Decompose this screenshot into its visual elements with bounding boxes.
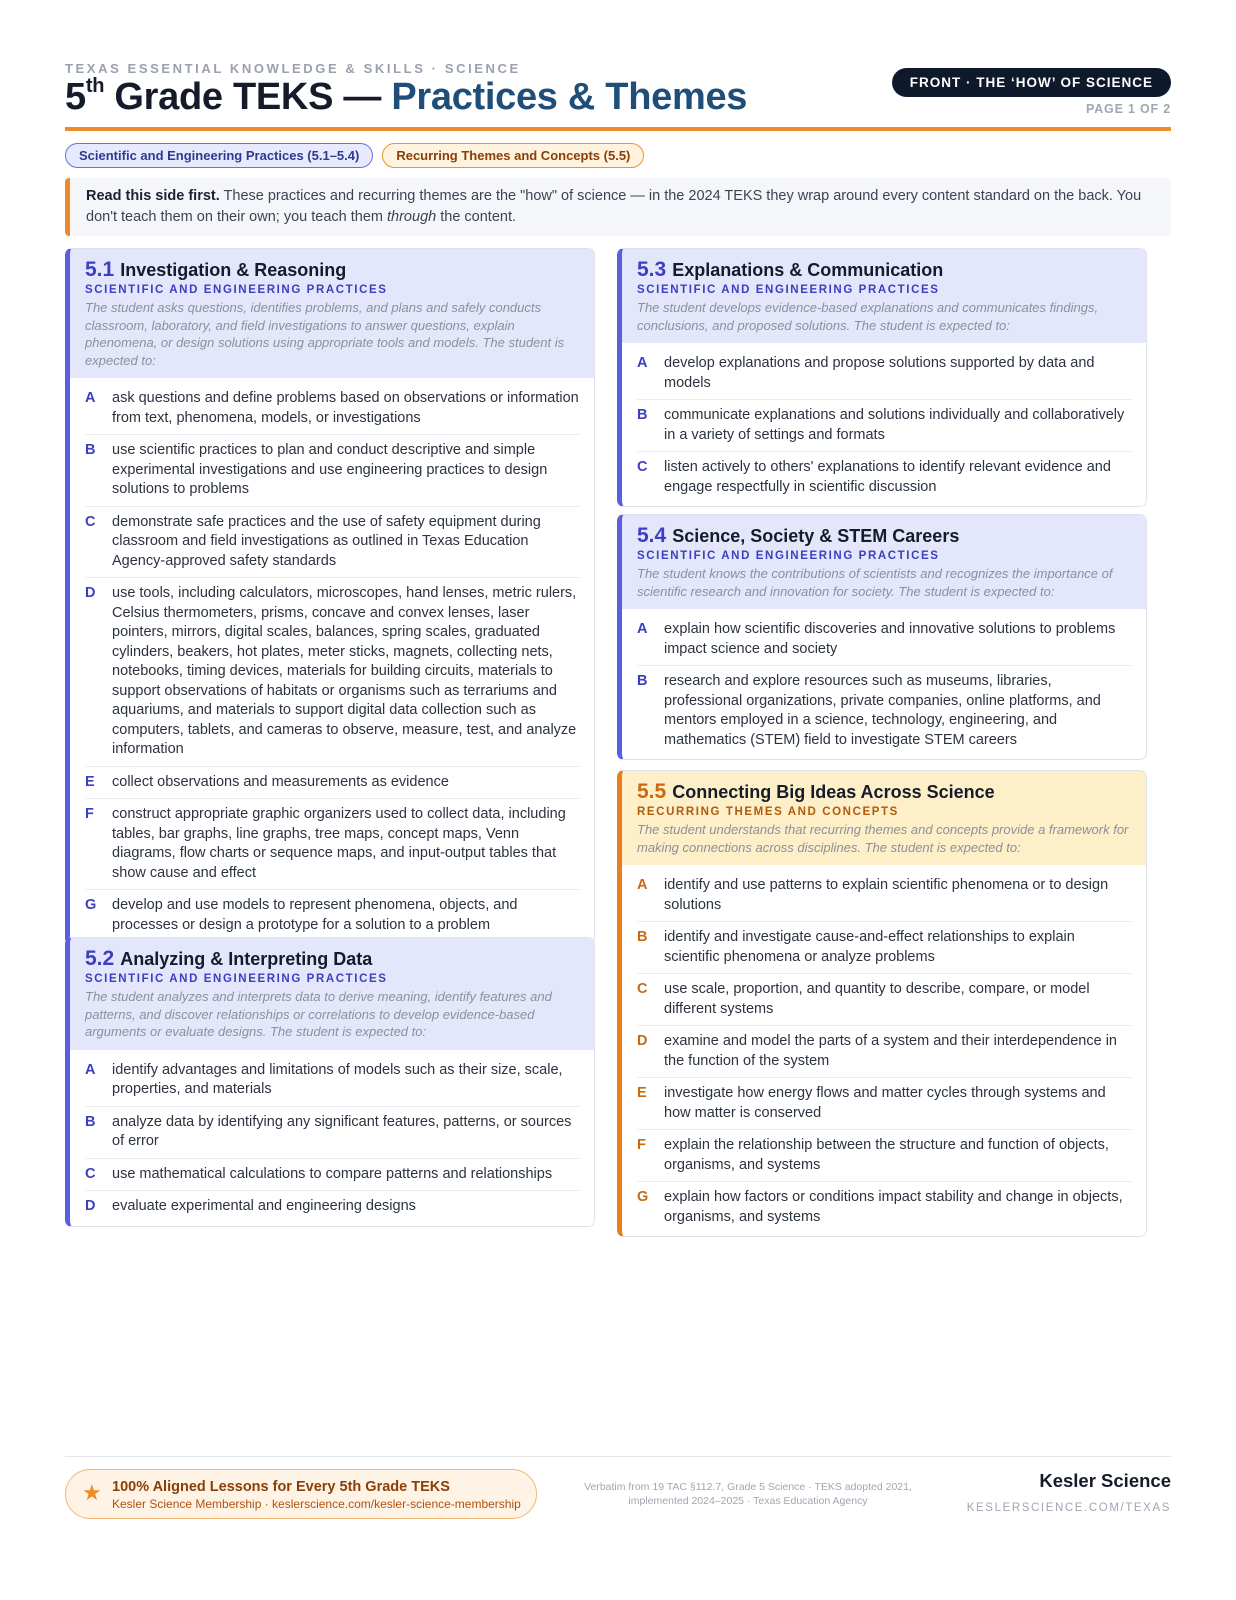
item-text: investigate how energy flows and matter cycles through systems and how matter is conserved	[664, 1085, 1106, 1121]
title-superscript: th	[85, 75, 105, 98]
item-text: explain how factors or conditions impact stability and change in objects, organisms, and systems	[664, 1189, 1123, 1225]
standard-item	[85, 507, 580, 579]
card-description: The student asks questions, identifies problems, and plans and safely conducts classroom, laboratory, and field investigations to answer questions, explain phenomena, or design solutions using appropriate tools and models. The student is expected to:	[85, 300, 565, 368]
item-text: use mathematical calculations to compare patterns and relationships	[112, 1165, 553, 1182]
standard-item	[85, 578, 580, 767]
standard-item	[637, 1130, 1132, 1182]
item-letter: C	[637, 981, 648, 997]
item-text: explain how scientific discoveries and innovative solutions to problems impact science and society	[664, 621, 1116, 657]
standard-card-5-2	[65, 937, 595, 1227]
card-header	[622, 515, 1146, 609]
item-text: communicate explanations and solutions individually and collaboratively in a variety of settings and formats	[664, 407, 1125, 443]
item-letter: C	[85, 513, 96, 530]
card-number: 5.3	[637, 258, 667, 281]
item-letter: B	[85, 1113, 96, 1130]
intro-callout	[65, 178, 1171, 236]
item-text: demonstrate safe practices and the use of safety equipment during classroom and field investigations as outlined in Texas Education Agency-approved safety standards	[112, 513, 541, 569]
item-letter: A	[637, 621, 648, 637]
card-category: SCIENTIFIC AND ENGINEERING PRACTICES	[637, 284, 940, 296]
card-number: 5.1	[85, 258, 115, 281]
card-description: The student knows the contributions of scientists and recognizes the importance of scientific research and innovation for society. The student is expected to:	[637, 566, 1113, 599]
item-letter: A	[637, 877, 648, 893]
source-line-1: Verbatim from 19 TAC §112.7, Grade 5 Science · TEKS adopted 2021,	[584, 1481, 912, 1493]
item-letter: B	[637, 673, 648, 689]
item-text: explain the relationship between the structure and function of objects, organisms, and systems	[664, 1137, 1109, 1173]
source-citation	[573, 1481, 923, 1508]
card-title	[85, 259, 580, 281]
item-text: analyze data by identifying any significant features, patterns, or sources of error	[112, 1113, 572, 1149]
item-text: research and explore resources such as museums, libraries, professional organizations, private companies, online platforms, and mentors employed in a science, technology, engineering, and mathematics (STEM) field to investigate STEM careers	[664, 673, 1101, 748]
item-letter: E	[637, 1085, 647, 1101]
item-letter: B	[637, 407, 648, 423]
item-letter: C	[637, 459, 648, 475]
standard-item	[637, 666, 1132, 756]
card-header	[70, 938, 594, 1050]
title-grade: 5	[65, 76, 86, 118]
standard-item	[637, 614, 1132, 666]
item-text: examine and model the parts of a system and their interdependence in the function of the system	[664, 1033, 1117, 1069]
item-text: use scientific practices to plan and conduct descriptive and simple experimental investigations and use engineering practices to design solutions to problems	[112, 442, 548, 497]
item-letter: D	[85, 585, 96, 601]
standard-item	[637, 922, 1132, 974]
item-text: use scale, proportion, and quantity to describe, compare, or model different systems	[664, 981, 1090, 1017]
item-text: listen actively to others' explanations to identify relevant evidence and engage respectfully in scientific discussion	[664, 459, 1111, 495]
standard-item	[637, 1078, 1132, 1130]
source-line-2: implemented 2024–2025 · Texas Education Agency	[628, 1494, 868, 1507]
card-title-text: Investigation & Reasoning	[120, 260, 347, 280]
standard-item	[85, 890, 580, 941]
card-title-text: Connecting Big Ideas Across Science	[672, 782, 995, 802]
standard-item	[637, 1026, 1132, 1078]
header-kicker: TEXAS ESSENTIAL KNOWLEDGE & SKILLS · SCIENCE	[65, 61, 521, 76]
intro-lead: Read this side first.	[86, 188, 220, 204]
side-badge: FRONT · THE ‘HOW’ OF SCIENCE	[892, 68, 1171, 97]
item-text: identify and investigate cause-and-effect relationships to explain scientific phenomena or analyze problems	[664, 929, 1075, 965]
brand-name: Kesler Science	[1039, 1470, 1171, 1491]
standard-item	[637, 348, 1132, 400]
item-text: develop explanations and propose solutions supported by data and models	[664, 355, 1095, 391]
standard-item	[637, 870, 1132, 922]
card-items	[70, 1050, 594, 1226]
card-description: The student analyzes and interprets data to derive meaning, identify features and patterns, and discover relationships or correlations to develop evidence-based arguments or evaluate designs. The student is expected to:	[85, 989, 552, 1039]
card-items	[70, 378, 594, 944]
page-title	[65, 76, 747, 119]
item-text: use tools, including calculators, microscopes, hand lenses, metric rulers, Celsius thermometers, prisms, concave and convex lenses, laser pointers, mirrors, digital scales, balances, spring scales, graduated cylinders, beakers, hot plates, meter sticks, magnets, collecting nets, notebooks, timing devices, materials for building circuits, materials to support observations of habitats or organisms such as terrariums and aquariums, and materials to support digital data collection such as computers, tablets, and cameras to observe, measure, test, and analyze information	[112, 585, 577, 757]
standard-item	[85, 767, 580, 800]
title-accent: Practices & Themes	[391, 76, 748, 118]
card-description: The student understands that recurring themes and concepts provide a framework for making connections across disciplines. The student is expected to:	[637, 822, 1129, 855]
membership-promo[interactable]	[65, 1469, 537, 1519]
item-letter: A	[85, 1061, 96, 1078]
item-text: collect observations and measurements as evidence	[112, 773, 449, 790]
item-text: develop and use models to represent phenomena, objects, and processes or design a prototype for a solution to a problem	[112, 897, 518, 933]
card-header	[622, 249, 1146, 343]
legend-themes-tag: Recurring Themes and Concepts (5.5)	[382, 143, 644, 168]
card-items	[622, 609, 1146, 759]
item-letter: F	[637, 1137, 646, 1153]
standard-card-5-4	[617, 514, 1147, 760]
intro-text-end: the content.	[436, 208, 517, 225]
item-text: identify and use patterns to explain scientific phenomena or to design solutions	[664, 877, 1109, 913]
card-title-text: Science, Society & STEM Careers	[672, 526, 960, 546]
intro-emphasis: through	[387, 208, 437, 225]
legend-practices-tag: Scientific and Engineering Practices (5.1–5.4)	[65, 143, 373, 168]
card-category: SCIENTIFIC AND ENGINEERING PRACTICES	[85, 284, 388, 296]
footer-rule	[65, 1456, 1171, 1457]
intro-text: These practices and recurring themes are the "how" of science — in the 2024 TEKS they wrap around every content standard on the back. You don't teach them on their own; you teach them	[86, 188, 1142, 225]
item-letter: D	[85, 1198, 96, 1214]
standard-item	[637, 400, 1132, 452]
item-text: ask questions and define problems based on observations or information from text, phenomena, models, or investigations	[112, 390, 579, 426]
item-text: identify advantages and limitations of models such as their size, scale, properties, and materials	[112, 1061, 563, 1097]
card-description: The student develops evidence-based explanations and communicates findings, conclusions, and proposed solutions. The student is expected to:	[637, 300, 1099, 333]
card-title	[637, 259, 1132, 281]
standard-item	[85, 1191, 580, 1223]
card-title	[85, 948, 580, 970]
standard-item	[85, 799, 580, 890]
card-category: SCIENTIFIC AND ENGINEERING PRACTICES	[85, 973, 388, 985]
page-number: PAGE 1 OF 2	[1086, 102, 1171, 116]
item-letter: A	[637, 355, 648, 371]
standard-item	[85, 1159, 580, 1192]
card-category: RECURRING THEMES AND CONCEPTS	[637, 806, 899, 818]
card-number: 5.4	[637, 524, 667, 547]
standard-item	[85, 1107, 580, 1159]
item-letter: A	[85, 390, 96, 406]
card-category: SCIENTIFIC AND ENGINEERING PRACTICES	[637, 550, 940, 562]
item-text: construct appropriate graphic organizers used to collect data, including tables, bar graphs, line graphs, tree maps, concept maps, Venn diagrams, flow charts or sequence maps, and input-output tables that show cause and effect	[112, 806, 566, 881]
standard-card-5-3	[617, 248, 1147, 507]
promo-link[interactable]: Kesler Science Membership · keslerscience.com/kesler-science-membership	[112, 1497, 521, 1511]
legend	[65, 143, 644, 168]
card-title-text: Explanations & Communication	[672, 260, 944, 280]
card-items	[622, 343, 1146, 506]
star-icon: ★	[82, 1480, 102, 1505]
item-letter: C	[85, 1165, 96, 1182]
item-letter: G	[85, 897, 97, 913]
brand-url[interactable]: KESLERSCIENCE.COM/TEXAS	[966, 1502, 1171, 1514]
promo-title: 100% Aligned Lessons for Every 5th Grade TEKS	[112, 1479, 450, 1495]
standard-card-5-5	[617, 770, 1147, 1237]
card-title	[637, 525, 1132, 547]
standard-item	[85, 1055, 580, 1107]
card-title	[637, 781, 1132, 803]
item-letter: G	[637, 1189, 649, 1205]
card-items	[622, 865, 1146, 1236]
item-letter: D	[637, 1033, 648, 1049]
item-letter: F	[85, 806, 94, 822]
card-header	[70, 249, 594, 378]
standard-item	[85, 383, 580, 435]
standard-item	[85, 435, 580, 507]
standard-item	[637, 974, 1132, 1026]
item-letter: B	[85, 442, 96, 458]
standard-item	[637, 1182, 1132, 1233]
title-main: Grade TEKS —	[104, 76, 392, 118]
card-title-text: Analyzing & Interpreting Data	[120, 949, 373, 969]
card-header	[622, 771, 1146, 865]
item-letter: E	[85, 773, 95, 790]
card-number: 5.2	[85, 947, 115, 970]
item-text: evaluate experimental and engineering designs	[112, 1198, 416, 1214]
header-rule	[65, 127, 1171, 131]
card-number: 5.5	[637, 780, 667, 803]
standard-card-5-1	[65, 248, 595, 945]
standard-item	[637, 452, 1132, 503]
item-letter: B	[637, 929, 648, 945]
